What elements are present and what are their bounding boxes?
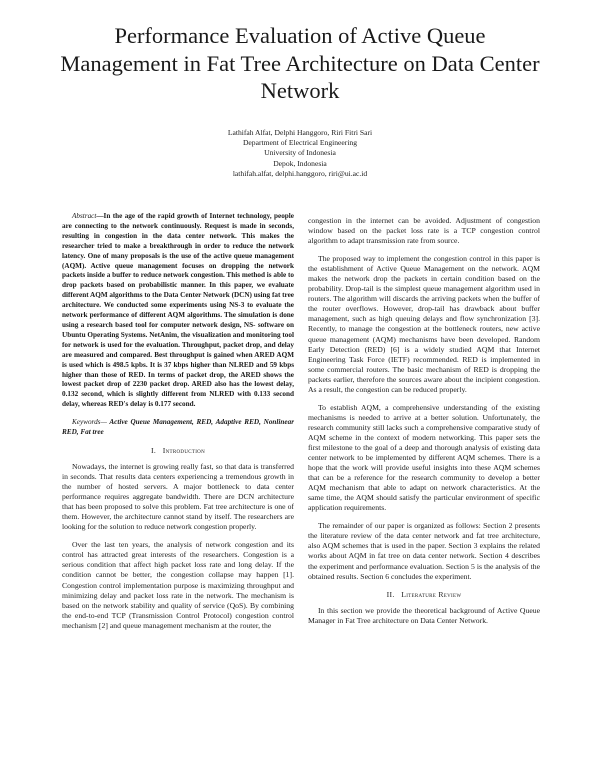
abstract-text: In the age of the rapid growth of Internet technology, people are connecting to the network continuously. Request is made in seconds, resulting in congestion in the data center network. This makes the researcher tried to make a breakthrough in order to reduce the network latency. One of many proposals is the use of the active queue management (AQM). Active queue management focuses on dropping the network packets inside a buffer to reduce network congestion. This method is able to drop packets based on probabilistic manner. In this paper, we evaluate different AQM algorithms to the Data Center Network (DCN) using fat tree architecture. We conducted some experiments using NS-3 to evaluate the network performance of different AQM algorithms. The simulation is done using a research based tool for computer network design, NS- software on Ubuntu Operating Systems. NetAnim, the visualization and monitoring tool for network is used for the evaluation. Throughput, packet drop, and delay are measured and compared. Best throughput is gained when ARED AQM is used which is 498.5 kpbs. It is 37 kbps higher than NLRED and 59 kbps higher than those of RED. In terms of packet drop, the ARED shows the lowest packet drop of 2230 packet drop. ARED also has the lowest delay, 0.132 second, which is slightly different from NLRED with 0.133 second delay, whereas RED's delay is 0.177 second.: [62, 212, 294, 409]
paragraph: congestion in the internet can be avoided. Adjustment of congestion window based on the packet loss rate is a TCP congestion control algorithm to adapt transmission rate from source.: [308, 216, 540, 246]
paragraph: Over the last ten years, the analysis of network congestion and its control has attracted great interests of the researchers. Congestion is a serious condition that affect high packet loss rate and long delay. If the condition cannot be better, the congestion collapse may happen [1]. Congestion control implementation purpose is maximizing throughput and minimizing delay and packet loss rate in the network. The mechanism is based on the network stability and quality of service (QoS). By combining the end-to-end TCP (Transmission Control Protocol) congestion control mechanism [2] and queue management mechanism at the router, the: [62, 540, 294, 630]
section-numeral: I.: [150, 445, 157, 455]
section-title: Introduction: [162, 445, 206, 455]
section-numeral: II.: [386, 589, 395, 599]
abstract: [62, 212, 294, 410]
author-university: University of Indonesia: [264, 148, 336, 158]
paper-title: Performance Evaluation of Active Queue Management in Fat Tree Architecture on Data Center Network: [60, 23, 540, 103]
author-department: Department of Electrical Engineering: [242, 138, 358, 148]
paragraph: The proposed way to implement the congestion control in this paper is the establishment of Active Queue Management on the network. AQM makes the network drop the packets in certain condition based on the probability. Drop-tail is the simplest queue management algorithm used in routers. The algorithm will discards the arriving packets when the buffer of the router overflows. However, drop-tail has drawback about buffer management, such as high queuing delays and flow synchronization [3]. Recently, to manage the congestion at the bottleneck routers, new active queue management (AQM) mechanisms have been developed. Random Early Detection (RED) [6] is a widely studied AQM that Internet Engineering Task Force (IETF) recommended. RED is implemented in some commercial routers. The basic mechanism of RED is dropping the packets earlier, therefore the sources aware about the incipient congestion. As a result, the congestion can be reduced properly.: [308, 254, 540, 394]
abstract-lead: Abstract: [72, 212, 97, 220]
keywords-text: Active Queue Management, RED, Adaptive RED, Nonlinear RED, Fat tree: [62, 418, 294, 437]
keywords-lead: Keywords—: [72, 418, 107, 427]
abstract-dash: —: [96, 212, 104, 220]
author-emails: lathifah.alfat, delphi.hanggoro, riri@ui.ac.id: [232, 168, 368, 178]
paragraph: To establish AQM, a comprehensive understanding of the existing mechanisms is needed to arrive at a better solution. Unfortunately, the research community still lacks such a comprehensive comparative study of AQM scheme in the context of modern networking. This paper sets the first milestone to the goal of a deep and thorough analysis of existing data center network to be implemented by different AQM schemes. There is a hope that the work will provide useful insights into these AQM schemes that can be a reference for the research community to develop a better AQM mechanism that able to adapt on network characteristics. At the same time, the AQM should satisfy the particular environment of specific application requirements.: [308, 402, 540, 513]
author-location: Depok, Indonesia: [273, 158, 327, 168]
author-block: [120, 128, 480, 179]
paragraph: In this section we provide the theoretical background of Active Queue Manager in Fat Tree architecture on Data Center Network.: [308, 605, 540, 625]
keywords: [62, 418, 294, 438]
paragraph: Nowadays, the internet is growing really fast, so that data is transferred in seconds. That results data centers experiencing a tremendous growth in the number of hosted servers. A major bottleneck to data center performance requires aggregate bandwidth. There are DCN architecture that has been proposed to solve this problem. Fat tree architecture is one of them. However, the architecture cannot stand by itself. The researchers are looking for the solution to reduce network congestion properly.: [62, 461, 294, 532]
left-column: [62, 212, 294, 639]
section-title: Literature Review: [401, 589, 462, 599]
right-column: [308, 216, 540, 634]
paragraph: The remainder of our paper is organized as follows: Section 2 presents the literature review of the data center network and fat tree architecture, also AQM schemes that is used in the paper. Section 3 explains the related works about AQM in fat tree on data center network. Section 4 describes the experiment and performance evaluation. Section 5 is the analysis of the obtained results. Section 6 concludes the experiment.: [308, 521, 540, 581]
author-names: Lathifah Alfat, Delphi Hanggoro, Riri Fitri Sari: [227, 128, 373, 137]
section-heading-literature-review: [308, 590, 540, 600]
section-heading-introduction: [62, 446, 294, 456]
